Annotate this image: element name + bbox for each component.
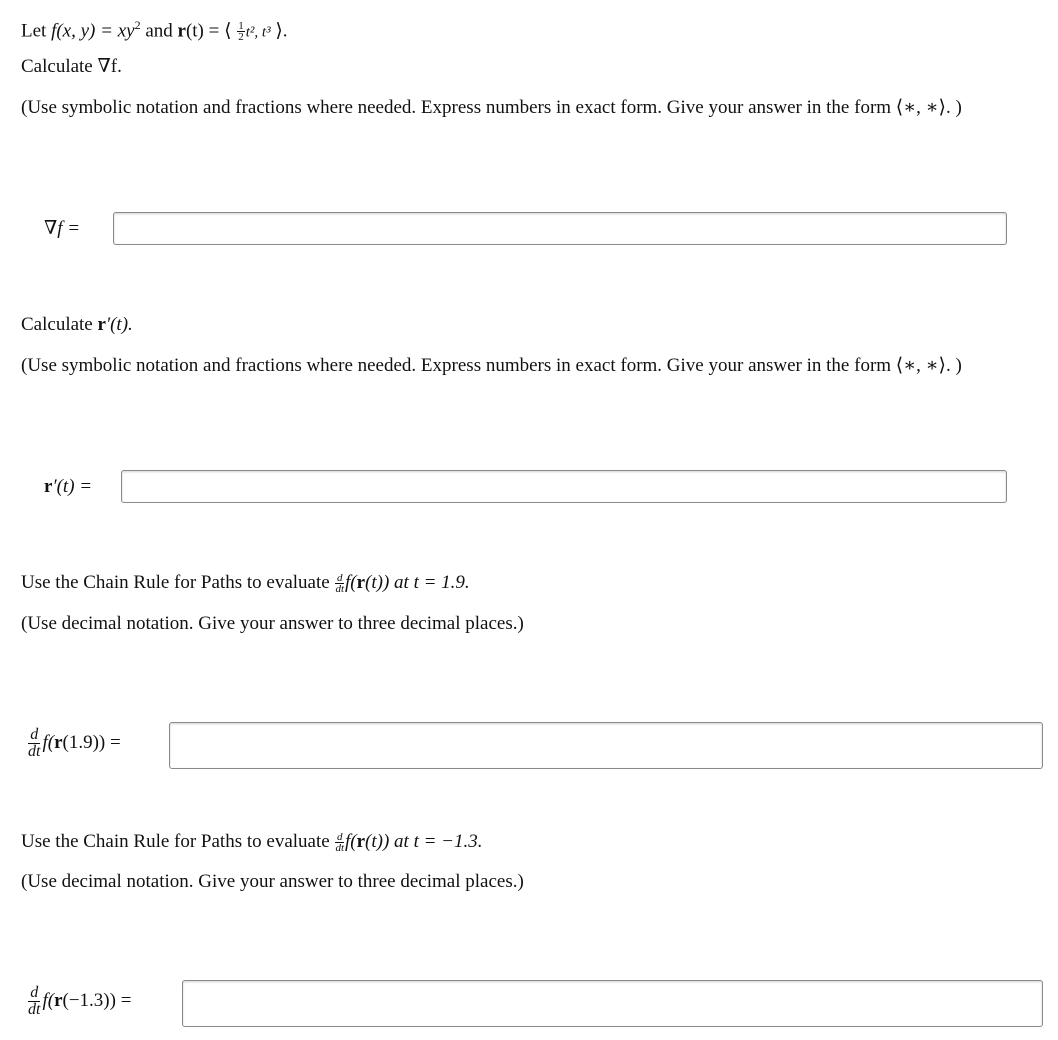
problem-statement <box>21 13 288 44</box>
chain-rule-answer-input-2[interactable] <box>182 980 1043 1027</box>
part3-prompt: Use the Chain Rule for Paths to evaluate $\frac{d}{dt}$ f(r(t)) at t = 1.9. <box>21 572 470 596</box>
part1-prompt: Calculate ∇f. <box>21 56 122 77</box>
function-definition: f(x, y) = xy <box>51 20 135 42</box>
part4-answer-label: $\frac{d}{dt}$ f(r(−1.3)) = <box>28 984 132 1018</box>
part4-instruction: (Use decimal notation. Give your answer to three decimal places.) <box>21 871 524 892</box>
and-word: and <box>145 20 173 42</box>
gradient-answer-input[interactable] <box>113 212 1007 245</box>
path-symbol: r <box>177 20 186 42</box>
part3-instruction: (Use decimal notation. Give your answer to three decimal places.) <box>21 613 524 634</box>
part3-answer-label: $\frac{d}{dt}$ f(r(1.9)) = <box>28 726 121 760</box>
part1-answer-label: ∇f = <box>44 218 81 239</box>
d-dt-fraction: $\frac{d}{dt}$ <box>335 572 344 596</box>
let-word: Let <box>21 20 47 42</box>
derivative-answer-input[interactable] <box>121 470 1007 503</box>
one-half-fraction: $\frac{1}{2}$ <box>238 20 244 44</box>
path-components: t², t³ <box>245 24 271 41</box>
exponent: 2 <box>134 18 141 32</box>
chain-rule-answer-input-1[interactable] <box>169 722 1043 769</box>
d-dt-fraction: $\frac{d}{dt}$ <box>335 831 344 855</box>
part2-answer-label: r′(t) = <box>44 476 93 497</box>
part2-instruction: (Use symbolic notation and fractions where needed. Express numbers in exact form. Give your answer in the form ⟨∗, ∗⟩. ) <box>21 355 962 376</box>
path-definition: (t) = ⟨ <box>185 20 232 42</box>
part4-prompt: Use the Chain Rule for Paths to evaluate $\frac{d}{dt}$ f(r(t)) at t = −1.3. <box>21 831 483 855</box>
path-close: ⟩. <box>275 20 288 42</box>
part1-instruction: (Use symbolic notation and fractions where needed. Express numbers in exact form. Give your answer in the form ⟨∗, ∗⟩. ) <box>21 97 962 118</box>
part2-prompt: Calculate r′(t). <box>21 314 133 335</box>
